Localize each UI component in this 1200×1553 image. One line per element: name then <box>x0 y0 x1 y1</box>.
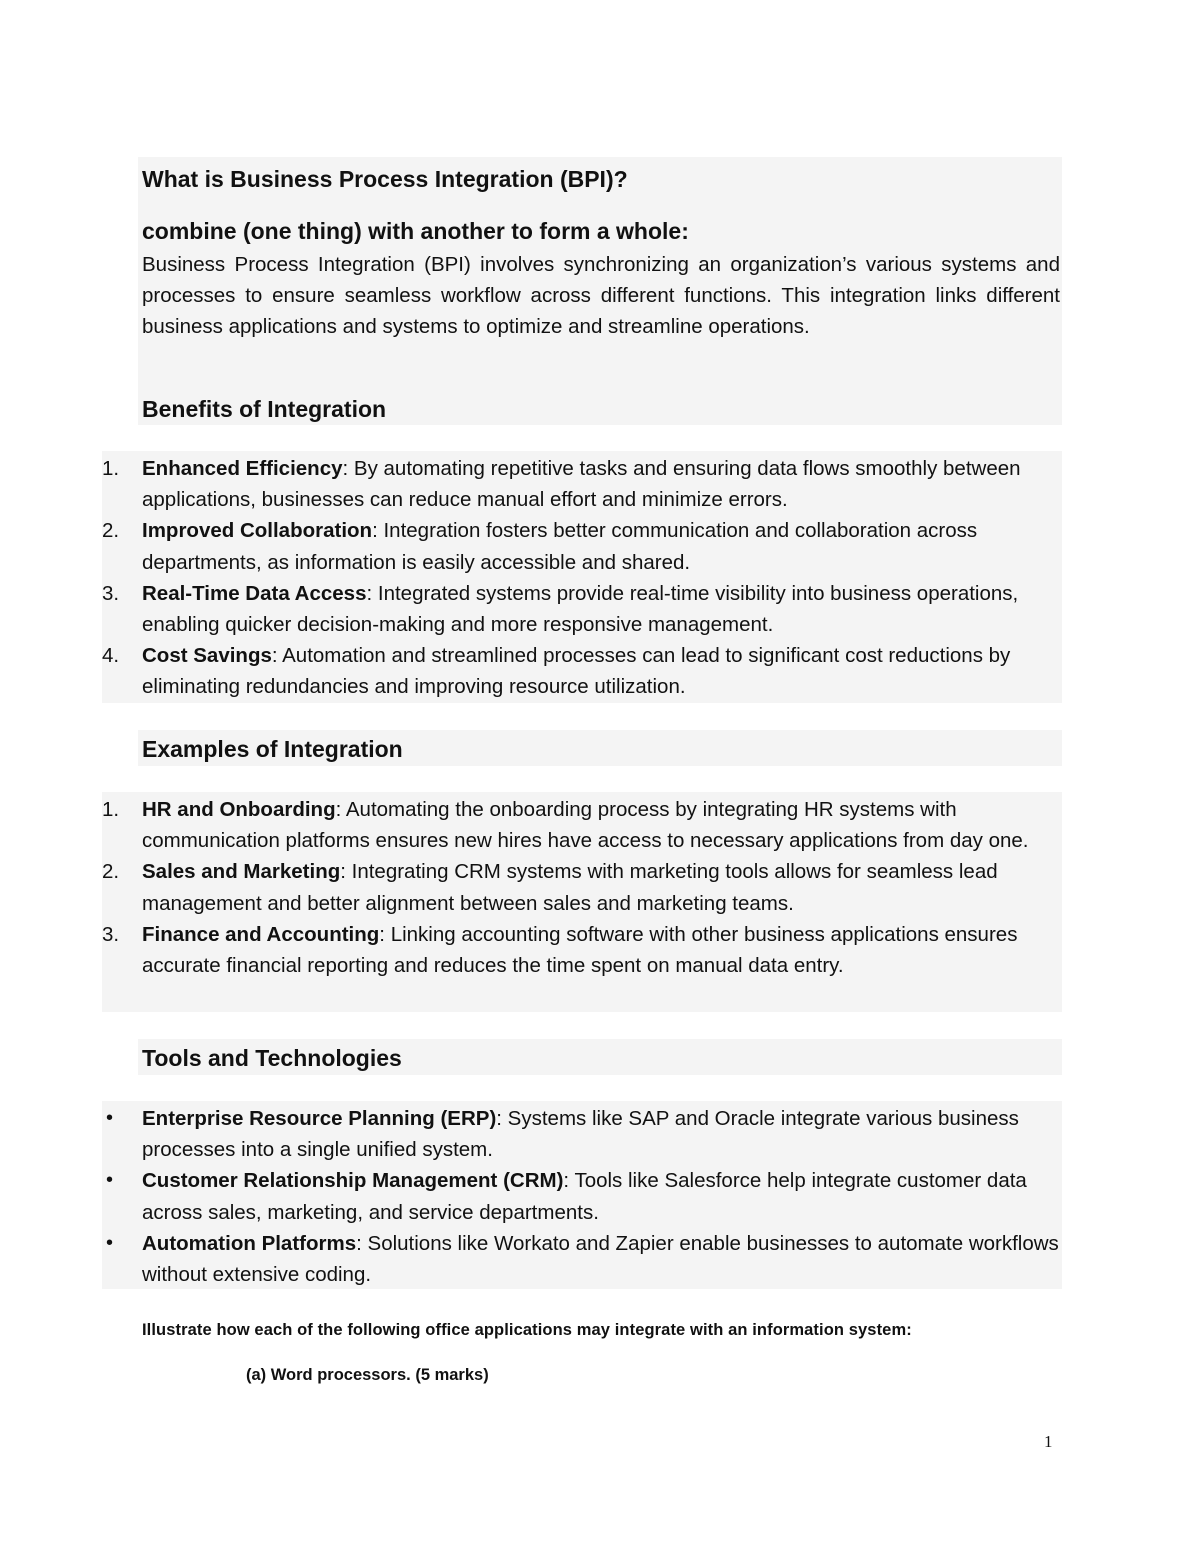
bullet-icon: • <box>106 1107 114 1129</box>
benefits-heading: Benefits of Integration <box>142 396 387 422</box>
list-item-term: Enhanced Efficiency <box>142 457 343 480</box>
examples-list <box>102 794 1062 981</box>
list-item-text: : Automating the onboarding process by integrating HR systems with communication platforms ensures new hires have access to necessary applications from day one. <box>142 798 1029 853</box>
list-item-text: : Tools like Salesforce help integrate customer data across sales, marketing, and service departments. <box>142 1169 1027 1224</box>
list-item <box>102 794 1062 856</box>
list-marker: 3. <box>102 581 120 605</box>
list-marker: 3. <box>102 922 120 946</box>
list-item <box>102 1165 1062 1227</box>
bullet-icon: • <box>106 1231 114 1254</box>
exam-sub-question: (a) Word processors. (5 marks) <box>246 1366 489 1384</box>
list-item-text: : Integration fosters better communication and collaboration across departments, as information is easily accessible and shared. <box>142 519 978 574</box>
list-item-term: Real-Time Data Access <box>142 581 367 605</box>
list-item <box>102 453 1062 515</box>
list-item-term: Finance and Accounting <box>142 922 380 946</box>
list-item <box>102 1228 1062 1290</box>
list-item <box>102 856 1062 918</box>
list-item-text: : Solutions like Workato and Zapier enable businesses to automate workflows without extensive coding. <box>142 1231 1059 1287</box>
tools-list <box>102 1103 1062 1290</box>
definition-heading: combine (one thing) with another to form a whole: <box>142 218 689 244</box>
list-item-text: : Integrating CRM systems with marketing tools allows for seamless lead management and better alignment between sales and marketing teams. <box>142 860 998 915</box>
list-item <box>102 578 1062 640</box>
intro-paragraph: Business Process Integration (BPI) involves synchronizing an organization’s various systems and processes to ensure seamless workflow across different functions. This integration links different business applications and systems to optimize and streamline operations. <box>142 253 1060 338</box>
list-marker: 4. <box>102 644 120 668</box>
examples-heading: Examples of Integration <box>142 736 403 762</box>
page-number: 1 <box>1044 1432 1053 1451</box>
list-item <box>102 640 1062 702</box>
list-item <box>102 919 1062 981</box>
list-item-term: Cost Savings <box>142 644 272 668</box>
exam-question: Illustrate how each of the following office applications may integrate with an information system: <box>142 1321 912 1339</box>
list-item-term: Customer Relationship Management (CRM) <box>142 1169 564 1193</box>
list-marker: 1. <box>102 457 120 480</box>
list-item-text: : Systems like SAP and Oracle integrate various business processes into a single unified system. <box>142 1107 1019 1162</box>
tools-heading: Tools and Technologies <box>142 1045 402 1071</box>
benefits-list <box>102 453 1062 703</box>
list-item-term: Improved Collaboration <box>142 519 373 543</box>
list-item <box>102 1103 1062 1165</box>
list-marker: 1. <box>102 798 120 821</box>
list-item-text: : Integrated systems provide real-time visibility into business operations, enabling quicker decision-making and more responsive management. <box>142 581 1019 637</box>
list-marker: 2. <box>102 860 120 884</box>
list-marker: 2. <box>102 519 120 543</box>
list-item-text: : Automation and streamlined processes can lead to significant cost reductions by eliminating redundancies and improving resource utilization. <box>142 644 1011 699</box>
list-item-term: Automation Platforms <box>142 1231 357 1255</box>
list-item <box>102 515 1062 577</box>
list-item-term: HR and Onboarding <box>142 798 336 821</box>
bullet-icon: • <box>106 1169 114 1192</box>
list-item-text: : By automating repetitive tasks and ensuring data flows smoothly between applications, businesses can reduce manual effort and minimize errors. <box>142 457 1021 512</box>
list-item-term: Enterprise Resource Planning (ERP) <box>142 1107 497 1130</box>
list-item-term: Sales and Marketing <box>142 860 341 884</box>
page-title: What is Business Process Integration (BPI)? <box>142 166 628 192</box>
list-item-text: : Linking accounting software with other business applications ensures accurate financial reporting and reduces the time spent on manual data entry. <box>142 922 1018 978</box>
